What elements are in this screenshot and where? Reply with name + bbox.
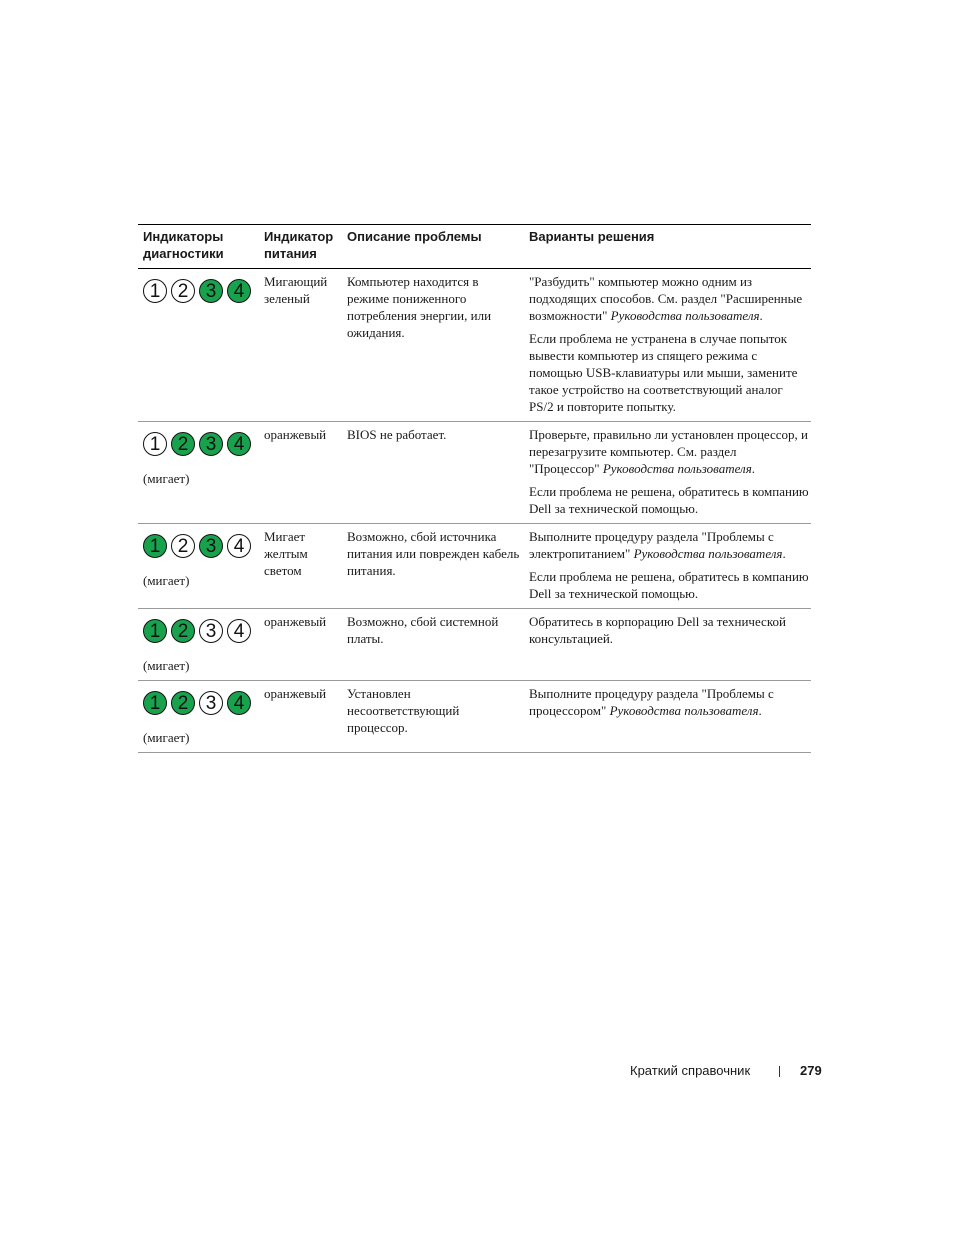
header-diagnostic-lights: Индикаторы диагностики: [143, 229, 224, 261]
power-light-cell: оранжевый: [264, 614, 327, 629]
solution-cell: [524, 524, 811, 609]
solution-paragraph-1: [529, 685, 809, 719]
solution-cell: [524, 269, 811, 422]
blink-note: (мигает): [143, 730, 190, 745]
solution-paragraph-1: [529, 273, 809, 324]
diag-light-2: 2: [171, 691, 195, 715]
header-problem-description: Описание проблемы: [347, 229, 482, 244]
table-row: [138, 524, 811, 609]
solution-text-end: .: [758, 703, 762, 718]
solution-reference: Руководства пользователя: [602, 461, 752, 476]
problem-cell: Установлен несоответствующий процессор.: [347, 686, 460, 735]
power-light-cell: оранжевый: [264, 686, 327, 701]
diag-light-1: 1: [143, 279, 167, 303]
diag-light-2: 2: [171, 279, 195, 303]
problem-cell: Возможно, сбой системной платы.: [347, 614, 499, 646]
diagnostic-lights-group: [143, 534, 255, 558]
solution-cell: [524, 609, 811, 681]
diag-light-3: 3: [199, 691, 223, 715]
diag-cell: [138, 681, 259, 753]
diag-cell: [138, 269, 259, 422]
diag-cell: [138, 609, 259, 681]
solution-paragraph-2: Если проблема не устранена в случае попыток вывести компьютер из спящего режима с помощью USB-клавиатуры или мыши, замените такое устройство на соответствующий аналог PS/2 и повторите попытку.: [529, 331, 798, 414]
solution-text: "Разбудить" компьютер можно одним из подходящих способов. См. раздел "Расширенные возможности": [529, 274, 803, 323]
solution-paragraph-1: [529, 528, 809, 562]
diag-light-3: 3: [199, 619, 223, 643]
power-light-cell: оранжевый: [264, 427, 327, 442]
solution-cell: [524, 681, 811, 753]
diag-light-4: 4: [227, 691, 251, 715]
diag-light-2: 2: [171, 432, 195, 456]
solution-paragraph-1: [529, 426, 809, 477]
diagnostic-lights-group: [143, 619, 255, 643]
solution-reference: Руководства пользователя: [633, 546, 783, 561]
blink-note: (мигает): [143, 471, 190, 486]
diag-light-1: 1: [143, 619, 167, 643]
solution-text: Выполните процедуру раздела "Проблемы с электропитанием": [529, 529, 774, 561]
solution-cell: [524, 422, 811, 524]
table-row: [138, 269, 811, 422]
diagnostic-lights-group: [143, 279, 255, 303]
solution-text-end: .: [751, 461, 755, 476]
diag-light-1: 1: [143, 534, 167, 558]
footer-divider: [779, 1066, 780, 1077]
diag-light-3: 3: [199, 279, 223, 303]
diag-light-3: 3: [199, 432, 223, 456]
table-header-row: [138, 225, 811, 269]
solution-text: Выполните процедуру раздела "Проблемы с процессором": [529, 686, 774, 718]
footer-section-title: Краткий справочник: [630, 1063, 751, 1078]
solution-reference: Руководства пользователя: [609, 703, 759, 718]
diag-light-4: 4: [227, 279, 251, 303]
header-suggested-resolution: Варианты решения: [529, 229, 655, 244]
diag-cell: [138, 524, 259, 609]
diag-light-4: 4: [227, 432, 251, 456]
table-row: [138, 422, 811, 524]
diag-cell: [138, 422, 259, 524]
page-number: 279: [800, 1063, 822, 1078]
header-power-light: Индикатор питания: [264, 229, 334, 261]
solution-paragraph-2: Если проблема не решена, обратитесь в компанию Dell за технической помощью.: [529, 569, 809, 601]
diagnostic-lights-group: [143, 432, 255, 456]
solution-text: Проверьте, правильно ли установлен процессор, и перезагрузите компьютер. См. раздел "Процессор": [529, 427, 809, 476]
blink-note: (мигает): [143, 573, 190, 588]
solution-text: Обратитесь в корпорацию Dell за технической консультацией.: [529, 614, 786, 646]
diag-light-1: 1: [143, 691, 167, 715]
solution-text-end: .: [782, 546, 786, 561]
power-light-cell: Мигающий зеленый: [264, 274, 328, 306]
diagnostic-lights-table: [138, 224, 811, 753]
problem-cell: Возможно, сбой источника питания или поврежден кабель питания.: [347, 529, 520, 578]
diag-light-2: 2: [171, 534, 195, 558]
diagnostic-lights-group: [143, 691, 255, 715]
diag-light-4: 4: [227, 619, 251, 643]
table-row: [138, 609, 811, 681]
solution-text-end: .: [759, 308, 763, 323]
solution-paragraph-1: [529, 613, 809, 647]
blink-note: (мигает): [143, 658, 190, 673]
solution-paragraph-2: Если проблема не решена, обратитесь в компанию Dell за технической помощью.: [529, 484, 809, 516]
solution-reference: Руководства пользователя: [610, 308, 760, 323]
diag-light-1: 1: [143, 432, 167, 456]
power-light-cell: Мигает желтым светом: [264, 529, 308, 578]
diag-light-4: 4: [227, 534, 251, 558]
table-row: [138, 681, 811, 753]
diag-light-2: 2: [171, 619, 195, 643]
problem-cell: Компьютер находится в режиме пониженного потребления энергии, или ожидания.: [347, 274, 492, 340]
problem-cell: BIOS не работает.: [347, 427, 447, 442]
table-body: [138, 269, 811, 753]
diag-light-3: 3: [199, 534, 223, 558]
